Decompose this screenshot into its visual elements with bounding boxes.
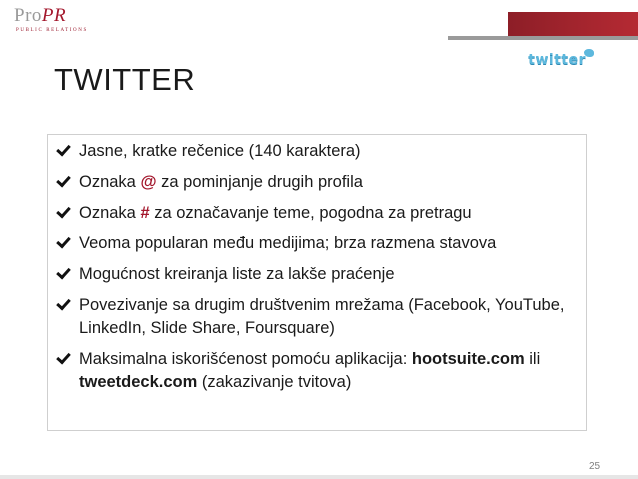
checkmark-icon [56, 295, 71, 310]
twitter-logo: twitter [528, 52, 586, 68]
at-sign-accent: @ [140, 172, 157, 191]
checkmark-icon [56, 141, 71, 156]
hash-sign-accent: # [140, 203, 150, 222]
list-item: Oznaka @ za pominjanje drugih profila [55, 171, 585, 194]
hootsuite-link-text: hootsuite.com [411, 349, 525, 368]
list-item: Veoma popularan među medijima; brza razmena stavova [55, 232, 585, 255]
list-item: Povezivanje sa drugim društvenim mrežama (Facebook, YouTube, LinkedIn, Slide Share, Foursquare) [55, 294, 585, 340]
slide-title: TWITTER [54, 62, 196, 97]
checkmark-icon [56, 234, 71, 249]
list-item: Mogućnost kreiranja liste za lakše praćenje [55, 263, 585, 286]
header-red-bar [508, 12, 638, 38]
logo-pro-text: Pro [14, 5, 42, 26]
propr-logo [14, 6, 88, 33]
list-item: Oznaka # za označavanje teme, pogodna za pretragu [55, 202, 585, 225]
logo-subtitle: PUBLIC RELATIONS [16, 28, 88, 33]
checkmark-icon [56, 265, 71, 280]
header-grey-strip [448, 36, 638, 40]
slide-header [0, 0, 638, 40]
checkmark-icon [56, 172, 71, 187]
checkmark-icon [56, 203, 71, 218]
list-item: Jasne, kratke rečenice (140 karaktera) [55, 140, 585, 163]
footer-line [0, 475, 638, 479]
bullet-list [55, 140, 585, 402]
page-number: 25 [589, 461, 601, 472]
tweetdeck-link-text: tweetdeck.com [79, 372, 198, 391]
checkmark-icon [56, 349, 71, 364]
list-item: Maksimalna iskorišćenost pomoću aplikacija: hootsuite.com ili tweetdeck.com (zakazivanje tvitova) [55, 348, 585, 394]
logo-pr-text: PR [41, 5, 67, 26]
